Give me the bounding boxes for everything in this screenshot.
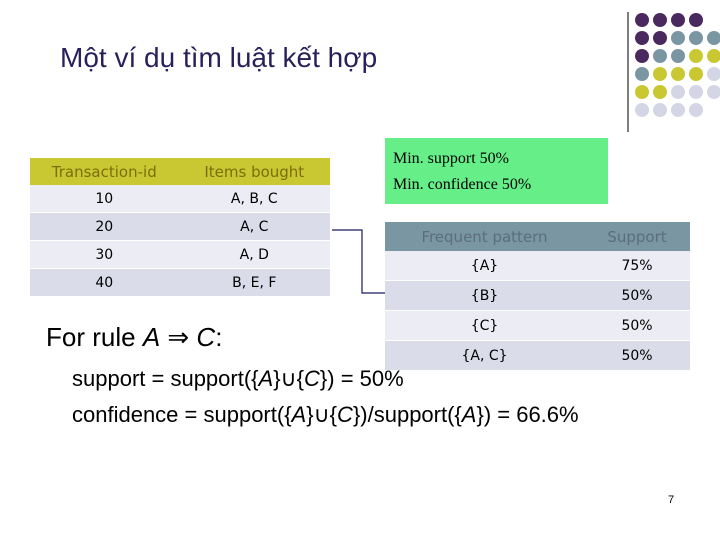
formula-var: A xyxy=(461,402,477,427)
pattern-cell: {B} xyxy=(385,281,584,311)
pattern-cell: {A, C} xyxy=(385,341,584,371)
items-cell: B, E, F xyxy=(179,269,330,297)
transaction-id-cell: 20 xyxy=(30,213,179,241)
rule-lhs: A xyxy=(142,322,161,352)
rule-suffix: : xyxy=(215,322,223,352)
support-header: Support xyxy=(584,222,690,251)
formula-text: }) = 66.6% xyxy=(476,402,579,427)
rule-statement xyxy=(46,322,222,353)
slide-title: Một ví dụ tìm luật kết hợp xyxy=(60,42,378,73)
items-cell: A, B, C xyxy=(179,185,330,213)
table-row xyxy=(385,311,690,341)
formula-var: C xyxy=(304,366,320,391)
items-bought-header: Items bought xyxy=(179,158,330,185)
formula-var: C xyxy=(337,402,353,427)
formula-text: })/support({ xyxy=(352,402,462,427)
transaction-id-header: Transaction-id xyxy=(30,158,179,185)
formula-text: confidence = support({ xyxy=(72,402,292,427)
formula-text: }) = 50% xyxy=(319,366,404,391)
table-row xyxy=(385,251,690,281)
support-cell: 50% xyxy=(584,341,690,371)
formula-var: A xyxy=(291,402,307,427)
frequent-header-row xyxy=(385,222,690,251)
pattern-cell: {C} xyxy=(385,311,584,341)
page-number: 7 xyxy=(668,494,675,506)
support-formula xyxy=(72,366,404,392)
min-support-text: Min. support 50% xyxy=(393,150,509,167)
min-confidence-text: Min. confidence 50% xyxy=(393,176,532,193)
support-cell: 75% xyxy=(584,251,690,281)
transaction-id-cell: 30 xyxy=(30,241,179,269)
transaction-id-cell: 10 xyxy=(30,185,179,213)
formula-text: }∪{ xyxy=(273,366,305,391)
rule-arrow: ⇒ xyxy=(167,322,190,352)
formula-text: }∪{ xyxy=(306,402,338,427)
pattern-cell: {A} xyxy=(385,251,584,281)
table-row xyxy=(385,341,690,371)
frequent-pattern-header: Frequent pattern xyxy=(385,222,584,251)
transaction-id-cell: 40 xyxy=(30,269,179,297)
table-row xyxy=(385,281,690,311)
rule-rhs: C xyxy=(196,322,216,352)
formula-text: support = support({ xyxy=(72,366,259,391)
items-cell: A, D xyxy=(179,241,330,269)
frequent-pattern-table xyxy=(385,222,690,371)
rule-prefix: For rule xyxy=(46,322,143,352)
support-cell: 50% xyxy=(584,281,690,311)
confidence-formula xyxy=(72,402,579,428)
items-cell: A, C xyxy=(179,213,330,241)
formula-var: A xyxy=(258,366,274,391)
support-cell: 50% xyxy=(584,311,690,341)
